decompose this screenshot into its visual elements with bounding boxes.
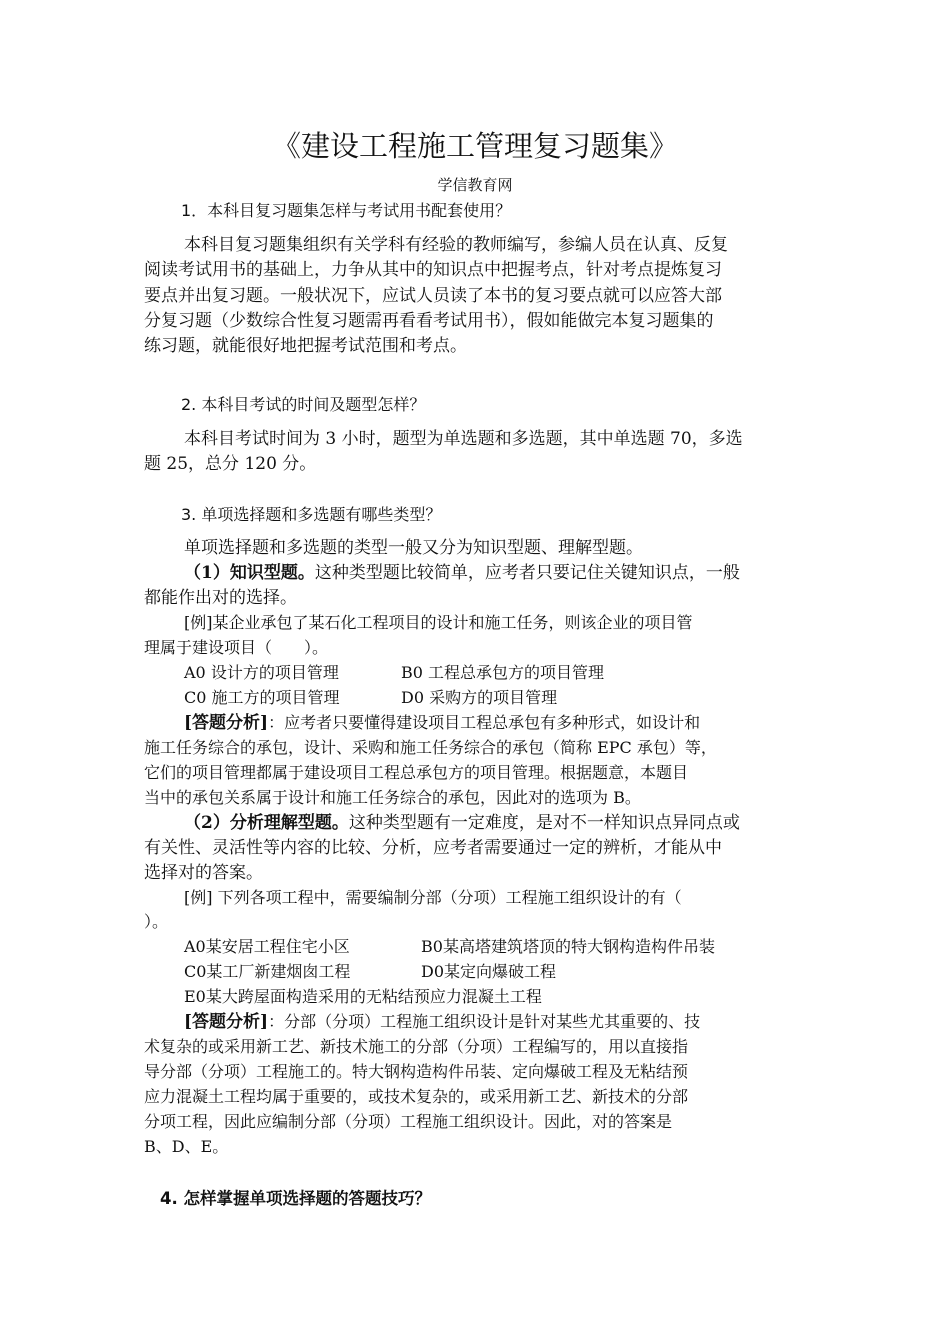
q3-type2-line: 有关性、灵活性等内容的比较、分析，应考者需要通过一定的辨析，才能从中 <box>144 838 722 858</box>
example2-line: [例] 下列各项工程中，需要编制分部（分项）工程施工组织设计的有（ <box>184 888 682 907</box>
example2-analysis-line: 术复杂的或采用新工艺、新技术施工的分部（分项）工程编写的，用以直接指 <box>144 1037 689 1056</box>
example1-line: [例]某企业承包了某石化工程项目的设计和施工任务，则该企业的项目管 <box>184 613 693 632</box>
example1-analysis-line: 它们的项目管理都属于建设项目工程总承包方的项目管理。根据题意，本题目 <box>144 763 689 782</box>
document-title: 《建设工程施工管理复习题集》 <box>271 129 678 163</box>
example1-option: B0 工程总承包方的项目管理 <box>401 663 605 682</box>
example2-option: C0某工厂新建烟囱工程 <box>184 962 351 981</box>
example2-option: A0某安居工程住宅小区 <box>184 937 350 956</box>
q3-type1-text: 这种类型题比较简单，应考者只要记住关键知识点，一般 <box>314 563 740 583</box>
example2-analysis-line: B、D、E。 <box>144 1137 229 1156</box>
example1-analysis-line: 施工任务综合的承包，设计、采购和施工任务综合的承包（简称 EPC 承包）等， <box>144 738 717 757</box>
example2-analysis-label: [答题分析] <box>184 1012 269 1032</box>
example1-analysis-line: 当中的承包关系属于设计和施工任务综合的承包，因此对的选项为 B。 <box>144 788 641 807</box>
q3-type1-line2: 都能作出对的选择。 <box>144 588 297 608</box>
q2-line: 题 25，总分 120 分。 <box>144 454 317 474</box>
q2-line: 本科目考试时间为 3 小时，题型为单选题和多选题，其中单选题 70，多选 <box>184 429 743 449</box>
q3-heading: 3. 单项选择题和多选题有哪些类型？ <box>181 505 442 524</box>
example1-option: C0 施工方的项目管理 <box>184 688 340 707</box>
example2-analysis-line: 应力混凝土工程均属于重要的，或技术复杂的，或采用新工艺、新技术的分部 <box>144 1087 689 1106</box>
example2-analysis-line: 分项工程，因此应编制分部（分项）工程施工组织设计。因此，对的答案是 <box>144 1112 673 1131</box>
example1-analysis-label: [答题分析] <box>184 713 269 733</box>
example2-line: ）。 <box>144 912 169 931</box>
example1-option: A0 设计方的项目管理 <box>184 663 339 682</box>
q1-heading: 1．本科目复习题集怎样与考试用书配套使用？ <box>181 201 512 220</box>
example2-option: D0某定向爆破工程 <box>421 962 557 981</box>
example2-analysis-line: 导分部（分项）工程施工的。特大钢构造构件吊装、定向爆破工程及无粘结预 <box>144 1062 689 1081</box>
q2-heading: 2. 本科目考试的时间及题型怎样？ <box>181 395 426 414</box>
q3-type1-line <box>184 565 740 582</box>
q1-line: 分复习题（少数综合性复习题需再看看考试用书），假如能做完本复习题集的 <box>144 311 714 331</box>
example2-option: B0某高塔建筑塔顶的特大钢构造构件吊装 <box>421 937 715 956</box>
q4-heading: 4. 怎样掌握单项选择题的答题技巧？ <box>160 1189 431 1208</box>
q1-line: 要点并出复习题。一般状况下，应试人员读了本书的复习要点就可以应答大部 <box>144 286 722 306</box>
example1-analysis-text: ：应考者只要懂得建设项目工程总承包有多种形式，如设计和 <box>268 713 701 732</box>
example2-analysis-text: ：分部（分项）工程施工组织设计是针对某些尤其重要的、技 <box>268 1012 701 1031</box>
q3-type2-line <box>184 815 740 832</box>
q3-type2-text: 这种类型题有一定难度，是对不一样知识点异同点或 <box>348 813 740 833</box>
q1-line: 练习题，就能很好地把握考试范围和考点。 <box>144 336 467 356</box>
q3-intro: 单项选择题和多选题的类型一般又分为知识型题、理解型题。 <box>184 538 643 558</box>
example2-option: E0某大跨屋面构造采用的无粘结预应力混凝土工程 <box>184 987 542 1006</box>
q3-type2-label: （2）分析理解型题。 <box>184 813 349 833</box>
q1-line: 阅读考试用书的基础上，力争从其中的知识点中把握考点，针对考点提炼复习 <box>144 260 722 280</box>
example1-analysis-line <box>184 715 700 732</box>
q3-type1-label: （1）知识型题。 <box>184 563 315 583</box>
document-subtitle: 学信教育网 <box>437 176 513 194</box>
example2-analysis-line <box>184 1014 700 1031</box>
q1-line: 本科目复习题集组织有关学科有经验的教师编写，参编人员在认真、反复 <box>184 235 728 255</box>
example1-line: 理属于建设项目（ ）。 <box>144 638 329 657</box>
q3-type2-line: 选择对的答案。 <box>144 863 263 883</box>
example1-option: D0 采购方的项目管理 <box>401 688 558 707</box>
